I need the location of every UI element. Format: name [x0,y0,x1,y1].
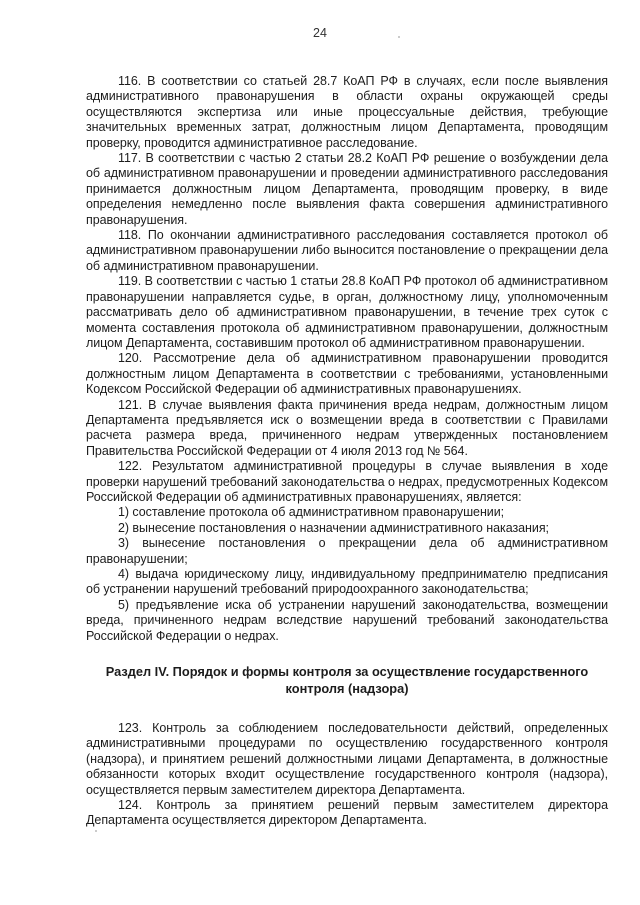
paragraph-117: 117. В соответствии с частью 2 статьи 28.2 КоАП РФ решение о возбуждении дела об административном правонарушении и проведении административного расследования принимается должностным лицом Департамента, проводящим проверку, в виде определения немедленно после выявления факта совершения административного правонарушения. [86,151,608,227]
paragraph-123: 123. Контроль за соблюдением последовательности действий, определенных административными процедурами по осуществлению государственного контроля (надзора), и принятием решений должностными лицами Департамента, в должностные обязанности которых входит осуществление государственного контроля (надзора), осуществляется первым заместителем директора Департамента. [86,721,608,797]
paragraph-119: 119. В соответствии с частью 1 статьи 28.8 КоАП РФ протокол об административном правонарушении направляется судье, в орган, должностному лицу, уполномоченным рассматривать дело об административном правонарушении, в течение трех суток с момента составления протокола об административном правонарушении, должностным лицом Департамента, составившим протокол об административном правонарушении. [86,274,608,350]
list-item-1: 1) составление протокола об административном правонарушении; [118,505,505,520]
paragraph-118: 118. По окончании административного расследования составляется протокол об административном правонарушении либо выносится постановление о прекращении дела об административном правонарушении. [86,228,608,273]
page-number: 24 [313,26,327,40]
list-item-4: 4) выдача юридическому лицу, индивидуальному предпринимателю предписания об устранении нарушений требований природоохранного законодательства; [86,567,608,597]
paragraph-116: 116. В соответствии со статьей 28.7 КоАП РФ в случаях, если после выявления административного правонарушения в области охраны окружающей среды осуществляются экспертиза или иные процессуальные действия, требующие значительных временных затрат, должностным лицом Департамента, проводящим проверку, проводится административное расследование. [86,74,608,150]
scan-speck [95,830,97,832]
paragraph-122: 122. Результатом административной процедуры в случае выявления в ходе проверки нарушений требований законодательства о недрах, предусмотренных Кодексом Российской Федерации об административных правонарушениях, является: [86,459,608,504]
list-item-2: 2) вынесение постановления о назначении административного наказания; [118,520,549,535]
document-body [86,74,608,829]
scan-speck [398,36,400,38]
paragraph-120: 120. Рассмотрение дела об административном правонарушении проводится должностным лицом Департамента в соответствии с требованиями, установленными Кодексом Российской Федерации об административных правонарушениях. [86,351,608,397]
paragraph-121: 121. В случае выявления факта причинения вреда недрам, должностным лицом Департамента предъявляется иск о возмещении вреда в соответствии с Правилами расчета размера вреда, причиненного недрам утвержденных постановлением Правительства Российской Федерации от 4 июля 2013 год № 564. [86,397,608,458]
paragraph-124: 124. Контроль за принятием решений первым заместителем директора Департамента осуществляется директором Департамента. [86,798,608,828]
section-heading: Раздел IV. Порядок и формы контроля за осуществление государственного контроля (надзора) [105,664,589,696]
list-item-3: 3) вынесение постановления о прекращении дела об административном правонарушении; [86,536,608,566]
list-item-5: 5) предъявление иска об устранении нарушений законодательства, возмещении вреда, причиненного недрам вследствие нарушений требований законодательства Российской Федерации о недрах. [86,597,608,643]
